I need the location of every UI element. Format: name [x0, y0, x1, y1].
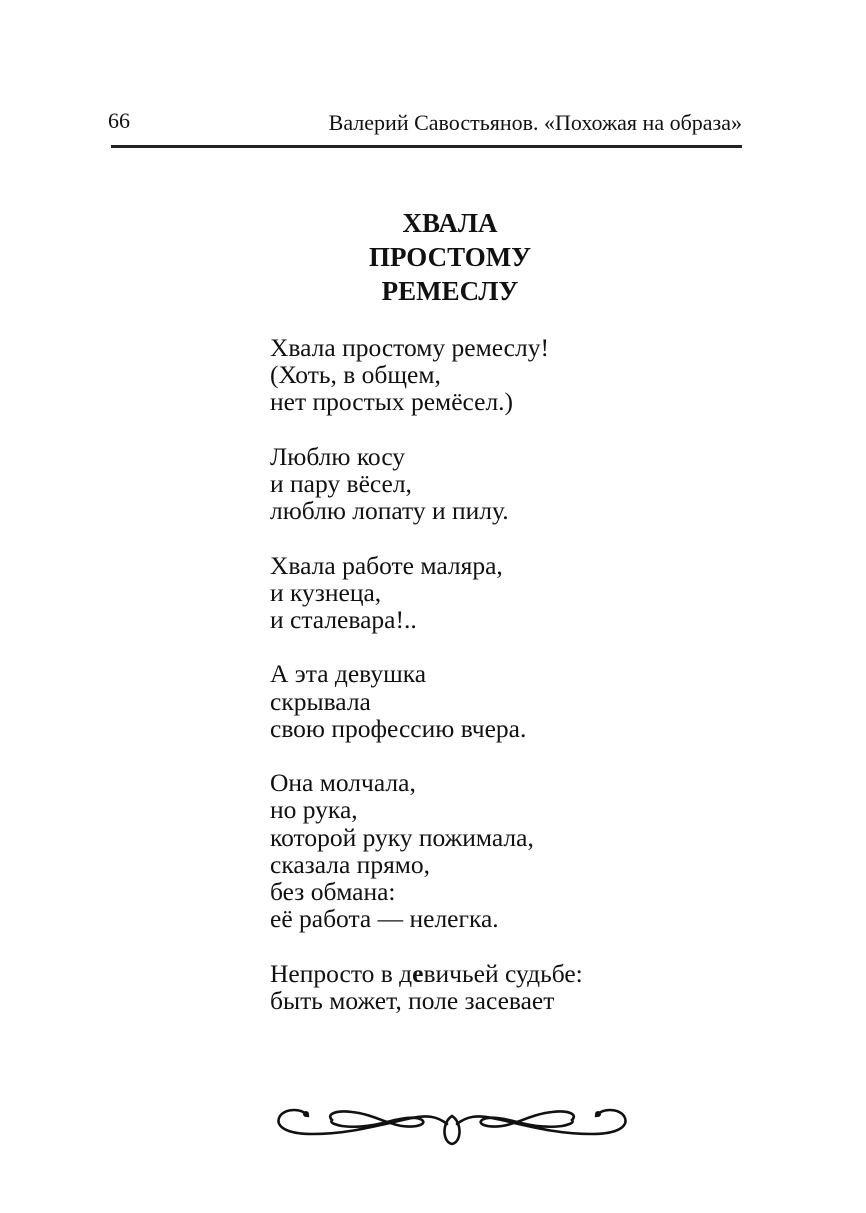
running-head-title: Валерий Савостьянов. «Похожая на образа»: [328, 110, 742, 135]
flourish-divider-icon: [272, 1094, 632, 1149]
poem-line: А эта девушка: [270, 659, 427, 689]
poem-line: без обмана:: [270, 877, 396, 906]
stanza: [270, 552, 583, 634]
poem-line-with-stress: [270, 960, 583, 987]
poem-line: и кузнеца,: [270, 577, 382, 607]
stanza: [270, 769, 583, 932]
poem-line: но рука,: [270, 795, 358, 825]
poem-line: свою профессию вчера.: [270, 713, 527, 743]
line-text: Непросто в д: [270, 958, 413, 988]
poem-line: Хвала работе маляра,: [270, 550, 503, 580]
poem-line: быть может, поле засевает: [270, 985, 555, 1015]
stress-mark-letter: е: [412, 958, 424, 988]
poem-line: Она молчала,: [270, 768, 416, 798]
poem-line: которой руку пожимала,: [270, 822, 534, 852]
stanza: [270, 334, 583, 416]
poem-line: и сталевара!..: [270, 605, 417, 634]
poem-line: скрывала: [270, 686, 371, 716]
poem-title-line: РЕМЕСЛУ: [381, 276, 519, 306]
poem-body: [270, 334, 583, 1041]
line-text: вичьей судьбе:: [423, 958, 583, 988]
header-rule: [111, 145, 742, 148]
poem-title: [0, 206, 866, 308]
poem-line: её работа — нелегка.: [270, 904, 499, 934]
poem-line: сказала прямо,: [270, 849, 431, 879]
poem-line: Люблю косу: [270, 441, 406, 471]
stanza: [270, 960, 583, 1014]
poem-line: люблю лопату и пилу.: [270, 496, 509, 526]
page-number: 66: [108, 108, 130, 133]
stanza: [270, 660, 583, 742]
poem-line: нет простых ремёсел.): [270, 387, 514, 417]
poem-line: Хвала простому ремеслу!: [270, 333, 549, 362]
stanza: [270, 443, 583, 525]
poem-line: (Хоть, в общем,: [270, 360, 441, 390]
poem-title-line: ПРОСТОМУ: [368, 242, 532, 272]
poem-line: и пару вёсел,: [270, 469, 412, 498]
poem-title-line: ХВАЛА: [402, 208, 498, 238]
